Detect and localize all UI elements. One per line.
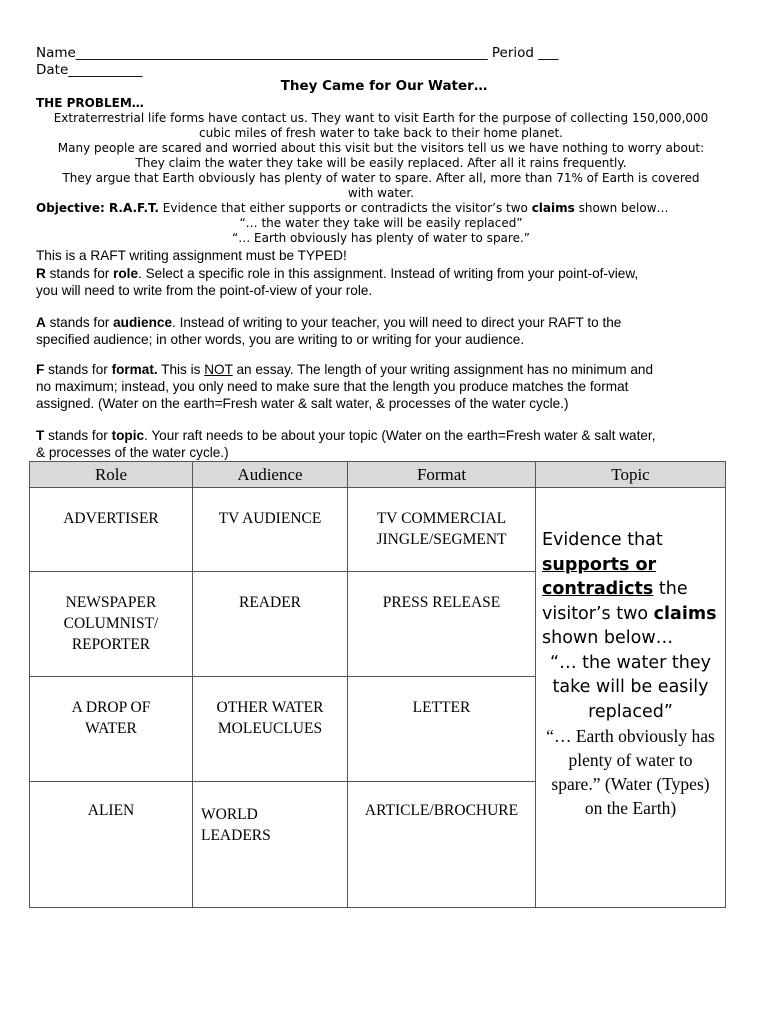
format-cell: TV COMMERCIAL JINGLE/SEGMENT [348,488,536,572]
topic-text: Evidence that [542,530,663,550]
header-format: Format [348,462,536,488]
objective-line [36,201,669,215]
r-text: . Select a specific role in this assignment. Instead of writing from your point-of-view, [138,266,639,281]
objective-quote-1: “… the water they take will be easily replaced” [239,216,523,230]
topic-supports: supports or [542,554,657,575]
t-word: topic [111,428,145,443]
header-role: Role [30,462,193,488]
r-mid: stands for [45,266,114,281]
format-cell: PRESS RELEASE [348,572,536,677]
audience-cell: OTHER WATER MOLEUCLUES [193,677,348,782]
a-text: . Instead of writing to your teacher, you will need to direct your RAFT to the [172,315,622,330]
table-row [30,488,726,572]
problem-line: cubic miles of fresh water to take back to their home planet. [199,126,563,140]
objective-claims: claims [531,201,575,215]
role-cell: ALIEN [30,782,193,908]
f-mid: stands for [44,362,112,377]
objective-quote-2: “… Earth obviously has plenty of water to spare.” [231,231,530,245]
date-blank[interactable]: ___________ [68,62,143,78]
t-text-2: & processes of the water cycle.) [36,445,229,460]
objective-label: Objective: R.A.F.T. [36,201,159,215]
format-cell: ARTICLE/BROCHURE [348,782,536,908]
f-pre: This is [157,362,205,377]
raft-r-paragraph [36,265,638,299]
raft-t-paragraph [36,427,655,461]
audience-cell: TV AUDIENCE [193,488,348,572]
problem-line: They argue that Earth obviously has plenty of water to spare. After all, more than 71% of Earth is covered [62,171,700,185]
r-word: role [113,266,139,281]
audience-cell: WORLD LEADERS [193,782,348,908]
table-header-row [30,462,726,488]
a-word: audience [113,315,173,330]
a-text-2: specified audience; in other words, you are writing to or writing for your audience. [36,332,525,347]
topic-intro [536,528,725,651]
role-cell: NEWSPAPER COLUMNIST/ REPORTER [30,572,193,677]
f-word: format. [111,362,158,377]
r-letter: R [36,266,46,281]
date-line [36,62,143,78]
t-letter: T [36,428,45,443]
header-topic: Topic [536,462,726,488]
problem-line: with water. [347,186,415,200]
f-text-2: no maximum; instead, you only need to make sure that the length you produce matches the format [36,379,629,394]
a-mid: stands for [45,315,114,330]
a-letter: A [36,315,46,330]
topic-text-2: the visitor’s two [542,579,688,624]
f-letter: F [36,362,45,377]
raft-a-paragraph [36,314,621,348]
raft-table [29,461,726,908]
problem-text [30,111,732,201]
page-title: They Came for Our Water… [280,78,488,94]
objective-quotes [30,216,732,246]
topic-cell [536,488,726,908]
role-cell: A DROP OF WATER [30,677,193,782]
f-text-3: assigned. (Water on the earth=Fresh water & salt water, & processes of the water cycle.) [36,396,569,411]
problem-line: Extraterrestrial life forms have contact us. They want to visit Earth for the purpose of collecting 150,000,000 [53,111,709,125]
period-label[interactable]: Period ___ [491,45,559,61]
topic-text-3: shown below… [542,628,674,648]
f-not: NOT [204,362,233,377]
topic-quote-2: “… Earth obviously has plenty of water to spare.” (Water (Types) on the Earth) [546,726,715,818]
topic-quote-1: “… the water they take will be easily replaced” [550,652,711,722]
name-blank[interactable]: _____________________________________________________________ [75,45,488,61]
audience-cell: READER [193,572,348,677]
raft-f-paragraph [36,361,653,412]
problem-heading: THE PROBLEM… [36,96,144,110]
objective-text-end: shown below… [574,201,669,215]
r-text-2: you will need to write from the point-of-view of your role. [36,283,373,298]
date-label: Date [36,62,69,78]
problem-line: They claim the water they take will be easily replaced. After all it rains frequently. [135,156,627,170]
t-mid: stands for [44,428,112,443]
objective-text: Evidence that either supports or contradicts the visitor’s two [158,201,532,215]
raft-intro: This is a RAFT writing assignment must be TYPED! [36,248,347,263]
topic-contradicts: contradicts [542,579,654,599]
format-cell: LETTER [348,677,536,782]
name-line [36,45,559,61]
problem-line: Many people are scared and worried about this visit but the visitors tell us we have nothing to worry about: [57,141,705,155]
header-audience: Audience [193,462,348,488]
role-cell: ADVERTISER [30,488,193,572]
name-label: Name [36,45,76,61]
f-text: an essay. The length of your writing assignment has no minimum and [232,362,654,377]
topic-claims: claims [653,603,717,624]
t-text: . Your raft needs to be about your topic (Water on the earth=Fresh water & salt water, [144,428,656,443]
